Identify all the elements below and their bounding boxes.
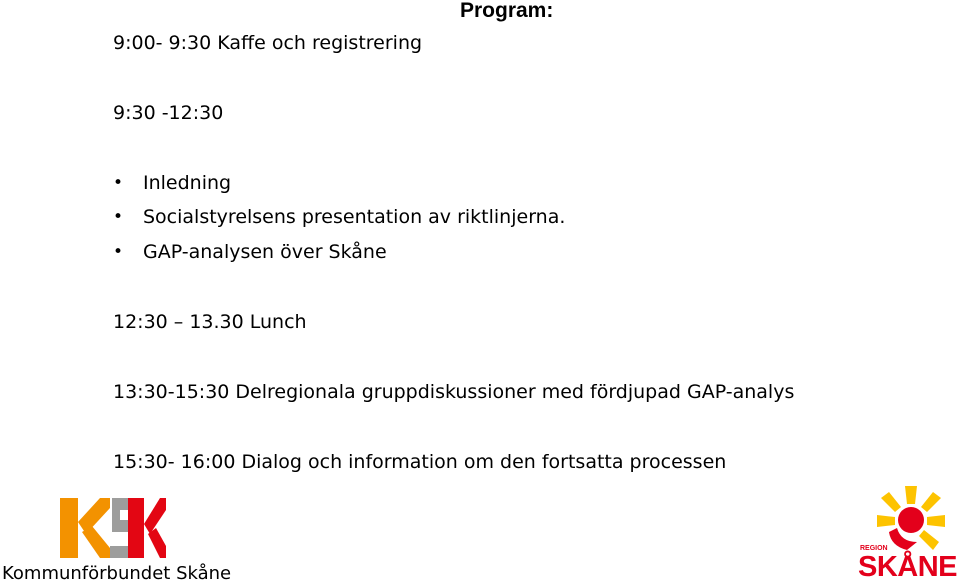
- bullet-item-gap-analysis: GAP-analysen över Skåne: [143, 241, 387, 263]
- ksk-logo-text: Kommunförbundet Skåne: [2, 563, 232, 584]
- bullet-icon: •: [113, 207, 124, 227]
- region-label: REGION: [860, 545, 888, 552]
- schedule-slot-coffee: 9:00- 9:30 Kaffe och registrering: [113, 32, 423, 54]
- schedule-slot-lunch: 12:30 – 13.30 Lunch: [113, 311, 307, 333]
- schedule-slot-dialog: 15:30- 16:00 Dialog och information om den fortsatta processen: [113, 451, 727, 473]
- bullet-icon: •: [113, 173, 124, 193]
- schedule-slot-morning: 9:30 -12:30: [113, 102, 224, 124]
- bullet-item-presentation: Socialstyrelsens presentation av riktlinjerna.: [143, 206, 566, 228]
- skane-label: SKÅNE: [858, 551, 958, 583]
- program-title: Program:: [460, 0, 554, 22]
- bullet-icon: •: [113, 242, 124, 262]
- schedule-slot-afternoon: 13:30-15:30 Delregionala gruppdiskussioner med fördjupad GAP-analys: [113, 381, 795, 403]
- bullet-item-inledning: Inledning: [143, 172, 232, 194]
